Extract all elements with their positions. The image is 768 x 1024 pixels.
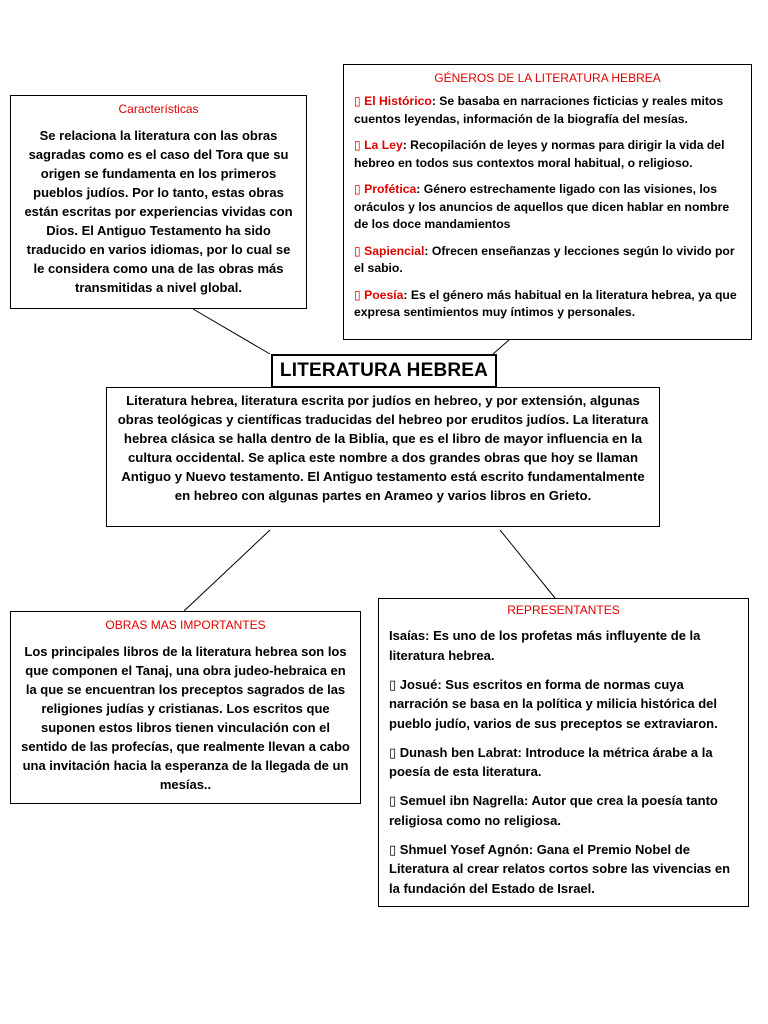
bullet-icon: ▯ [354,138,361,152]
bullet-icon: ▯ [354,182,361,196]
genero-item [354,243,741,278]
representante-item [389,626,738,665]
genero-item [354,93,741,128]
caracteristicas-text: Se relaciona la literatura con las obras sagradas como es el caso del Tora que su origen se fundamenta en los primeros pueblos judíos. Por lo tanto, estas obras están escritas por experiencias vividas con Dios. El Antiguo Testamento ha sido traducido en varios idiomas, por lo cual se le considera como una de las obras más transmitidas a nivel global. [24,128,293,295]
bullet-icon: ▯ [354,287,361,302]
central-description: Literatura hebrea, literatura escrita por judíos en hebreo, y por extensión, algunas obras teológicas y científicas traducidas del hebreo por eruditos judíos. La literatura hebrea clásica se halla dentro de la Biblia, que es el libro de mayor influencia en la cultura occidental. Se aplica este nombre a dos grandes obras que hoy se llaman Antiguo y Nuevo testamento. El Antiguo testamento está escrito fundamentalmente en hebreo con algunas partes en Arameo y varios libros en Grieto. [117,393,649,503]
caracteristicas-box [10,95,307,309]
caracteristicas-title: Características [118,102,199,116]
genero-label: Sapiencial [364,243,425,258]
representante-text: Isaías: Es uno de los profetas más influyente de la literatura hebrea. [389,628,701,663]
genero-text: : Género estrechamente ligado con las visiones, los oráculos y los anuncios de aquellos que dicen hablar en nombre de los doce mandamientos [354,182,730,231]
bullet-icon: ▯ [389,676,397,692]
main-title-box [271,354,497,388]
representante-text: Josué: Sus escritos en forma de normas cuya narración se basa en la política y milicia histórica del pueblo judío, varios de sus preceptos se extraviaron. [389,676,718,731]
central-description-box [106,387,660,527]
representantes-box [378,598,749,907]
connector-representantes [500,530,555,598]
obras-text: Los principales libros de la literatura hebrea son los que componen el Tanaj, una obra judeo-hebraica en la que se encuentran los preceptos sagrados de las religiones judías y cristianas. Los escritos que suponen estos libros tienen vinculación con el sentido de las profecías, que realmente llevan a cabo una invitación hacia la esperanza de la llegada de un mesías.. [21,644,350,792]
connector-caracteristicas [193,309,270,354]
representante-item [389,743,738,782]
bullet-icon: ▯ [354,94,361,108]
connector-generos [493,340,509,354]
bullet-icon: ▯ [389,841,397,857]
main-title: LITERATURA HEBREA [279,360,489,381]
generos-box [343,64,752,340]
genero-label: La Ley [364,138,403,152]
bullet-icon: ▯ [354,243,361,258]
genero-text: : Es el género más habitual en la literatura hebrea, ya que expresa sentimientos muy íntimos y personales. [354,287,737,319]
representantes-title: REPRESENTANTES [507,603,620,617]
connector-obras [184,530,270,611]
representante-item [389,791,738,830]
obras-title: OBRAS MAS IMPORTANTES [105,618,266,632]
genero-item [354,287,741,322]
genero-label: El Histórico [364,94,432,108]
genero-text: : Recopilación de leyes y normas para dirigir la vida del hebreo en todos sus contextos moral habitual, o religioso. [354,138,725,170]
genero-label: Poesía [364,287,404,302]
representante-item [389,840,738,899]
genero-item [354,181,741,234]
obras-box [10,611,361,804]
representante-item [389,675,738,734]
genero-item [354,137,741,172]
bullet-icon: ▯ [389,744,397,760]
bullet-icon: ▯ [389,793,397,808]
genero-text: : Ofrecen enseñanzas y lecciones según lo vivido por el sabio. [354,243,735,275]
representante-text: Semuel ibn Nagrella: Autor que crea la poesía tanto religiosa como no religiosa. [389,793,718,828]
genero-label: Profética [364,182,417,196]
representante-text: Shmuel Yosef Agnón: Gana el Premio Nobel de Literatura al crear relatos cortos sobre las vivencias en la fundación del Estado de Israel. [389,841,731,896]
representante-text: Dunash ben Labrat: Introduce la métrica árabe a la poesía de esta literatura. [389,744,713,779]
genero-text: : Se basaba en narraciones ficticias y reales mitos cuentos leyendas, información de la biografía del mesías. [354,94,724,126]
generos-title: GÉNEROS DE LA LITERATURA HEBREA [434,71,661,85]
